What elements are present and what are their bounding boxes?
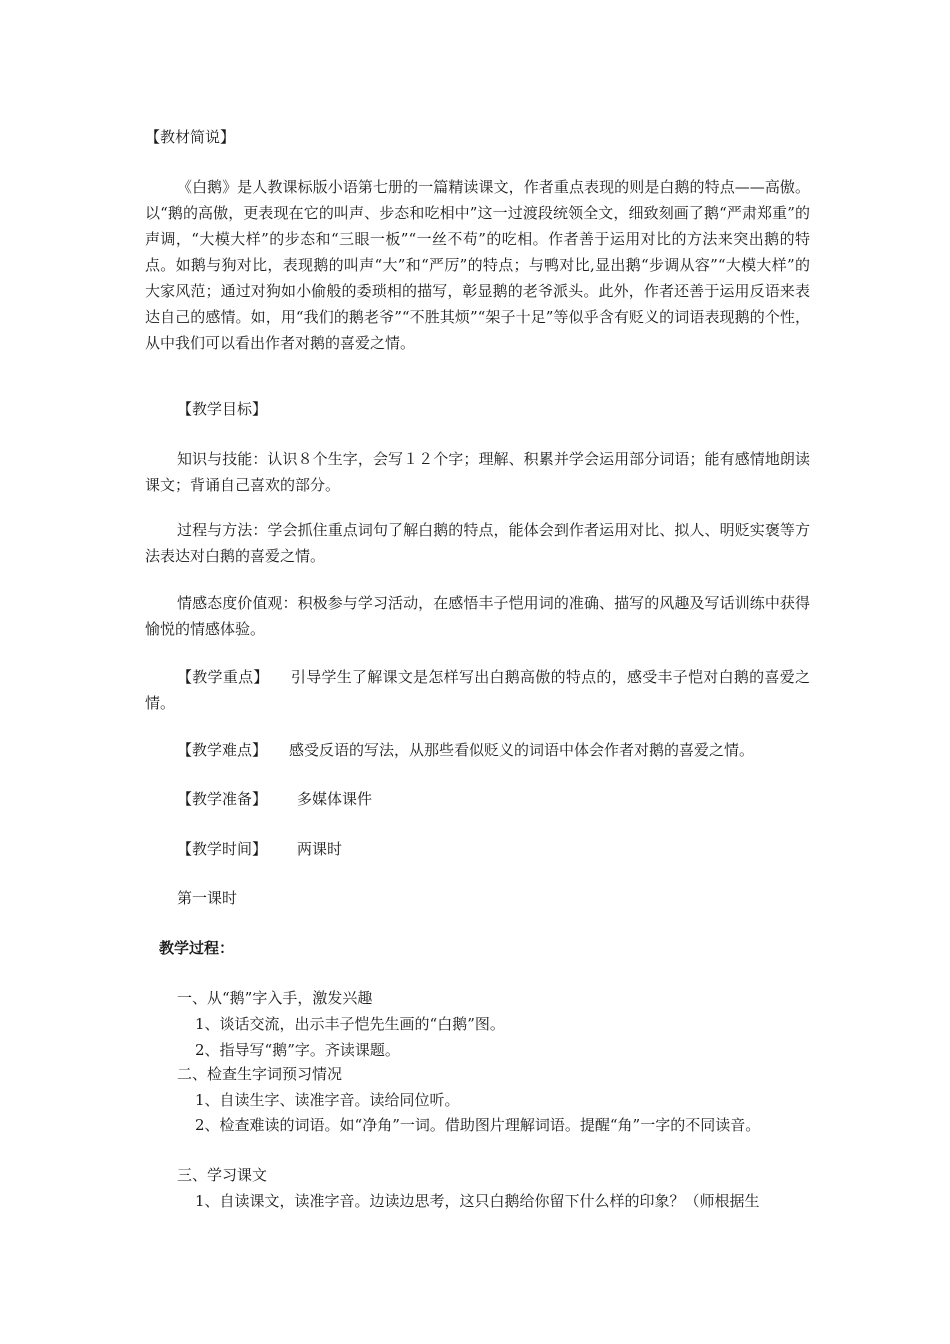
objective-process: 过程与方法：学会抓住重点词句了解白鹅的特点，能体会到作者运用对比、拟人、明贬实褒等方法表达对白鹅的喜爱之情。 [145, 521, 810, 565]
step-item: 三、学习课文 [177, 1166, 268, 1184]
process-heading: 教学过程： [159, 939, 235, 957]
objective-knowledge: 知识与技能：认识８个生字，会写１２个字；理解、积累并学会运用部分词语；能有感情地朗读课文；背诵自己喜欢的部分。 [145, 450, 810, 494]
step-item: 一、从“鹅”字入手，激发兴趣 [177, 989, 373, 1007]
focus-label: 【教学重点】 [177, 668, 269, 686]
step-item: 2、指导写“鹅”字。齐读课题。 [195, 1041, 400, 1059]
objectives-heading: 【教学目标】 [177, 400, 268, 418]
objective-emotion: 情感态度价值观：积极参与学习活动，在感悟丰子恺用词的准确、描写的风趣及写话训练中获得愉悦的情感体验。 [145, 594, 810, 638]
prep-text: 多媒体课件 [297, 790, 373, 808]
materials-heading: 【教材简说】 [145, 128, 236, 146]
time-label: 【教学时间】 [177, 840, 268, 858]
teaching-prep [145, 786, 810, 812]
teaching-difficulty [145, 737, 810, 763]
time-text: 两课时 [297, 840, 343, 858]
materials-paragraph: 《白鹅》是人教课标版小语第七册的一篇精读课文，作者重点表现的则是白鹅的特点——高傲。以“鹅的高傲，更表现在它的叫声、步态和吃相中”这一过渡段统领全文，细致刻画了鹅“严肃郑重”的声调，“大模大样”的步态和“三眼一板”“一丝不苟”的吃相。作者善于运用对比的方法来突出鹅的特点。如鹅与狗对比，表现鹅的叫声“大”和“严厉”的特点；与鸭对比,显出鹅“步调从容”“大模大样”的大家风范；通过对狗如小偷般的委琐相的描写，彰显鹅的老爷派头。此外，作者还善于运用反语来表达自己的感情。如，用“我们的鹅老爷”“不胜其烦”“架子十足”等似乎含有贬义的词语表现鹅的个性，从中我们可以看出作者对鹅的喜爱之情。 [145, 178, 810, 352]
step-item: 1、谈话交流，出示丰子恺先生画的“白鹅”图。 [195, 1015, 505, 1033]
step-item: 1、自读课文，读准字音。边读边思考，这只白鹅给你留下什么样的印象？（师根据生 [195, 1192, 760, 1210]
lesson-one-label: 第一课时 [177, 889, 238, 907]
teaching-focus [145, 664, 810, 716]
prep-label: 【教学准备】 [177, 790, 268, 808]
step-item: 二、检查生字词预习情况 [177, 1065, 343, 1083]
step-item: 1、自读生字、读准字音。读给同位听。 [195, 1091, 460, 1109]
focus-text: 引导学生了解课文是怎样写出白鹅高傲的特点的，感受丰子恺对白鹅的喜爱之情。 [145, 668, 810, 712]
difficulty-text: 感受反语的写法，从那些看似贬义的词语中体会作者对鹅的喜爱之情。 [289, 741, 755, 759]
teaching-time [145, 836, 810, 862]
step-item: 2、检查难读的词语。如“净角”一词。借助图片理解词语。提醒“角”一字的不同读音。 [195, 1116, 761, 1134]
difficulty-label: 【教学难点】 [177, 741, 268, 759]
